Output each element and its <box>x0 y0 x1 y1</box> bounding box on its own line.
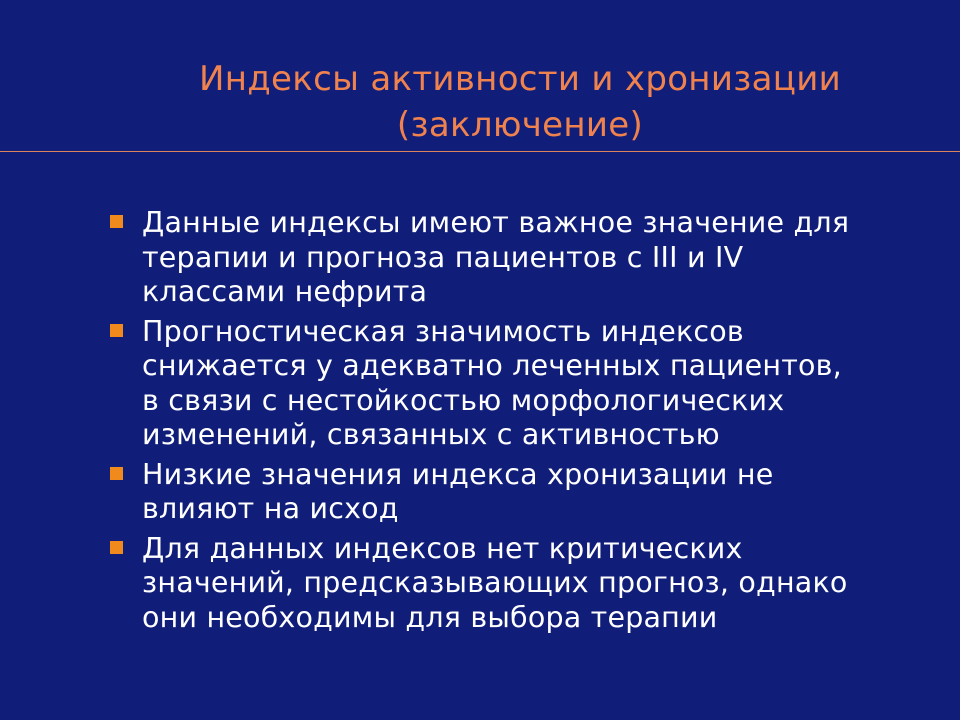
bullet-item <box>108 532 948 636</box>
bullet-text: Данные индексы имеют важное значение для терапии и прогноза пациентов с III и IV классами нефрита <box>142 206 850 308</box>
slide-title-line-2: (заключение) <box>396 105 644 145</box>
bullet-text: Прогностическая значимость индексов снижается у адекватно леченных пациентов, в связи с нестойкостью морфологических изменений, связанных с активностью <box>142 314 842 451</box>
bullet-list <box>108 206 948 640</box>
square-bullet-icon <box>110 215 123 228</box>
bullet-item <box>108 206 948 310</box>
slide-title-line-1: Индексы активности и хронизации <box>198 59 841 99</box>
bullet-item <box>108 315 948 453</box>
square-bullet-icon <box>110 324 123 337</box>
bullet-item <box>108 458 948 527</box>
square-bullet-icon <box>110 541 123 554</box>
bullet-text: Для данных индексов нет критических значений, предсказывающих прогноз, однако они необходимы для выбора терапии <box>142 531 848 634</box>
square-bullet-icon <box>110 467 123 480</box>
bullet-text: Низкие значения индекса хронизации не влияют на исход <box>142 457 774 525</box>
slide-title <box>0 56 960 148</box>
title-divider <box>0 151 960 152</box>
